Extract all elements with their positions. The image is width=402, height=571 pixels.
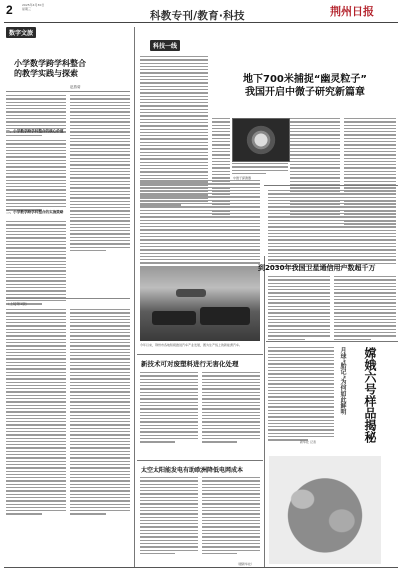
lunar-sample-photo xyxy=(269,456,381,564)
satellite-divider xyxy=(266,341,398,342)
header-rule xyxy=(4,22,398,23)
date-block xyxy=(22,3,44,11)
solar-text-col2 xyxy=(202,477,260,556)
left-headline-line2: 的教学实践与探索 xyxy=(14,69,78,78)
left-lower-col1 xyxy=(6,309,66,517)
solar-text-col1 xyxy=(140,477,198,556)
feature-column-label: 科技一线 xyxy=(150,40,180,51)
left-headline-line1: 小学数学跨学科整合 xyxy=(14,59,86,68)
satellite-text-col2 xyxy=(334,276,396,342)
neutrino-detector-photo xyxy=(232,118,290,162)
feature-lower-text xyxy=(140,180,260,279)
change-title: 嫦娥六号样品揭秘 xyxy=(363,347,377,443)
feature-photo-caption-lines xyxy=(232,163,288,176)
plastic-tech-headline: 新技术可对废塑料进行无害化处理 xyxy=(141,360,239,368)
solar-headline: 太空太阳能发电有助欧洲降低电网成本 xyxy=(141,467,244,474)
feature-headline-line1: 地下700米捕捉“幽灵粒子” xyxy=(242,74,368,85)
weekday-line: 星期三 xyxy=(22,7,32,11)
satellite-headline: 到2030年我国卫星通信用户数超千万 xyxy=(258,264,376,272)
feature-headline-line2: 我国开启中微子研究新篇章 xyxy=(245,87,365,98)
middle-divider-1 xyxy=(137,354,263,355)
plastic-text-col2 xyxy=(202,372,260,445)
feature-headline xyxy=(215,73,395,99)
left-subheading-2: 二、小学数学跨学科整合的实施策略 xyxy=(6,210,64,214)
newspaper-logo: 荆州日报 xyxy=(330,5,374,18)
left-headline xyxy=(14,59,130,79)
left-text-col2 xyxy=(70,95,130,253)
left-subheading-1: 一、小学数学跨学科整合的核心价值 xyxy=(6,129,64,133)
left-divider xyxy=(6,91,130,92)
left-lower-divider xyxy=(6,298,130,299)
column-separator-right xyxy=(264,256,265,567)
left-continued-label: （上接第1版） xyxy=(6,302,30,306)
satellite-text-col1 xyxy=(268,276,330,342)
footer-rule xyxy=(4,567,398,568)
change-byline: 新华社 记者 xyxy=(300,440,316,444)
plastic-text-col1 xyxy=(140,372,198,445)
middle-divider-2 xyxy=(137,460,263,461)
column-separator-left xyxy=(134,27,135,567)
section-title: 科教专刊/教育·科技 xyxy=(150,10,245,22)
left-lower-col2 xyxy=(70,309,130,517)
car-factory-photo xyxy=(140,267,260,341)
left-column-label: 数字文旅 xyxy=(6,27,36,38)
left-text-col1b xyxy=(6,140,66,213)
left-text-col1c xyxy=(6,221,66,307)
footer-credit: （据新华社） xyxy=(236,562,255,566)
left-byline: 赵燕菊 xyxy=(70,85,81,89)
car-photo-caption: 今年以来，荆州市各地积极推进汽车产业发展，图为生产线上的新能源汽车。 xyxy=(140,343,243,347)
feature-photo-label: 中微子探测器 xyxy=(233,176,252,180)
change-subtitle: 月球“胎记”为何如此鲜明 xyxy=(339,347,346,415)
feature-right-lower-text xyxy=(268,190,396,269)
car-shape-3 xyxy=(176,289,206,297)
change-text-col1 xyxy=(268,347,334,443)
page-number: 2 xyxy=(6,3,13,17)
car-shape-1 xyxy=(152,311,196,325)
car-shape-2 xyxy=(200,307,250,325)
feature-right-divider xyxy=(264,185,398,186)
date-line: 2025年4月30日 xyxy=(22,3,45,7)
